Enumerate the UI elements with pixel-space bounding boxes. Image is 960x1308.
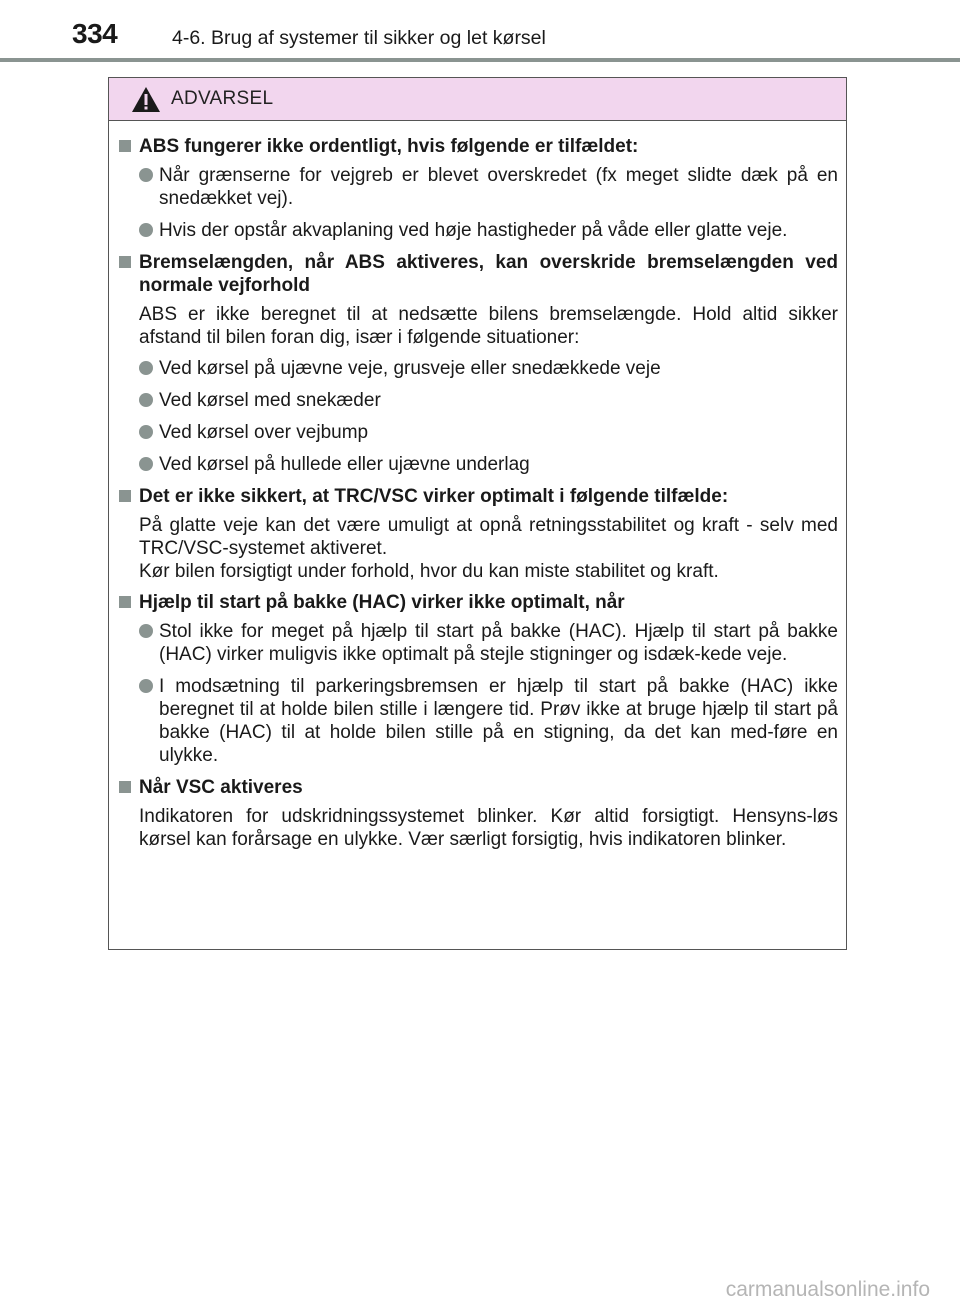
section-paragraph: ABS er ikke beregnet til at nedsætte bilens bremselængde. Hold altid sikker afstand til bilen foran dig, især i følgende situationer:	[139, 304, 838, 348]
section-heading: Hjælp til start på bakke (HAC) virker ikke optimalt, når	[119, 591, 838, 614]
round-bullet-icon	[139, 679, 153, 693]
section-heading: Det er ikke sikkert, at TRC/VSC virker optimalt i følgende tilfælde:	[119, 485, 838, 508]
section-paragraph: Kør bilen forsigtigt under forhold, hvor du kan miste stabilitet og kraft.	[139, 561, 719, 582]
round-bullet-icon	[139, 168, 153, 182]
square-bullet-icon	[119, 256, 131, 268]
list-item: Ved kørsel på ujævne veje, grusveje eller snedækkede veje	[139, 357, 838, 380]
round-bullet-icon	[139, 223, 153, 237]
warning-header	[109, 78, 846, 121]
warning-label: ADVARSEL	[171, 88, 274, 109]
section-hac	[119, 591, 838, 767]
section-braking-distance	[119, 251, 838, 476]
round-bullet-icon	[139, 361, 153, 375]
list-item: Stol ikke for meget på hjælp til start på bakke (HAC). Hjælp til start på bakke (HAC) virker muligvis ikke optimalt på stejle stigninger og isdæk-kede veje.	[139, 620, 838, 666]
list-item: Ved kørsel på hullede eller ujævne underlag	[139, 453, 838, 476]
section-title: 4-6. Brug af systemer til sikker og let kørsel	[172, 27, 546, 49]
list-item: Ved kørsel med snekæder	[139, 389, 838, 412]
square-bullet-icon	[119, 140, 131, 152]
list-item: Hvis der opstår akvaplaning ved høje hastigheder på våde eller glatte veje.	[139, 219, 838, 242]
round-bullet-icon	[139, 393, 153, 407]
watermark: carmanualsonline.info	[725, 1278, 930, 1301]
section-paragraph: Indikatoren for udskridningssystemet blinker. Kør altid forsigtigt. Hensyns-løs kørsel kan forårsage en ulykke. Vær særligt forsigtig, hvis indikatoren blinker.	[139, 806, 838, 850]
section-abs-malfunction	[119, 135, 838, 242]
list-item: Ved kørsel over vejbump	[139, 421, 838, 444]
section-heading: Når VSC aktiveres	[119, 776, 838, 799]
square-bullet-icon	[119, 596, 131, 608]
square-bullet-icon	[119, 781, 131, 793]
section-heading: ABS fungerer ikke ordentligt, hvis følgende er tilfældet:	[119, 135, 838, 158]
warning-body	[109, 121, 846, 851]
round-bullet-icon	[139, 457, 153, 471]
warning-triangle-icon	[131, 86, 161, 113]
warning-box	[108, 77, 847, 950]
header-rule	[0, 58, 960, 62]
list-item: I modsætning til parkeringsbremsen er hjælp til start på bakke (HAC) ikke beregnet til at holde bilen stille i længere tid. Prøv ikke at bruge hjælp til start på bakke (HAC) til at holde bilen stille på en stigning, da det kan med-føre en ulykke.	[139, 675, 838, 767]
section-heading: Bremselængden, når ABS aktiveres, kan overskride bremselængden ved normale vejforhold	[119, 251, 838, 297]
round-bullet-icon	[139, 624, 153, 638]
page-number: 334	[72, 18, 118, 49]
page-header	[0, 0, 960, 60]
section-paragraph: På glatte veje kan det være umuligt at opnå retningsstabilitet og kraft - selv med TRC/VSC-systemet aktiveret.	[139, 515, 838, 559]
round-bullet-icon	[139, 425, 153, 439]
section-trc-vsc	[119, 485, 838, 583]
square-bullet-icon	[119, 490, 131, 502]
list-item: Når grænserne for vejgreb er blevet overskredet (fx meget slidte dæk på en snedækket vej).	[139, 164, 838, 210]
section-vsc-active	[119, 776, 838, 851]
